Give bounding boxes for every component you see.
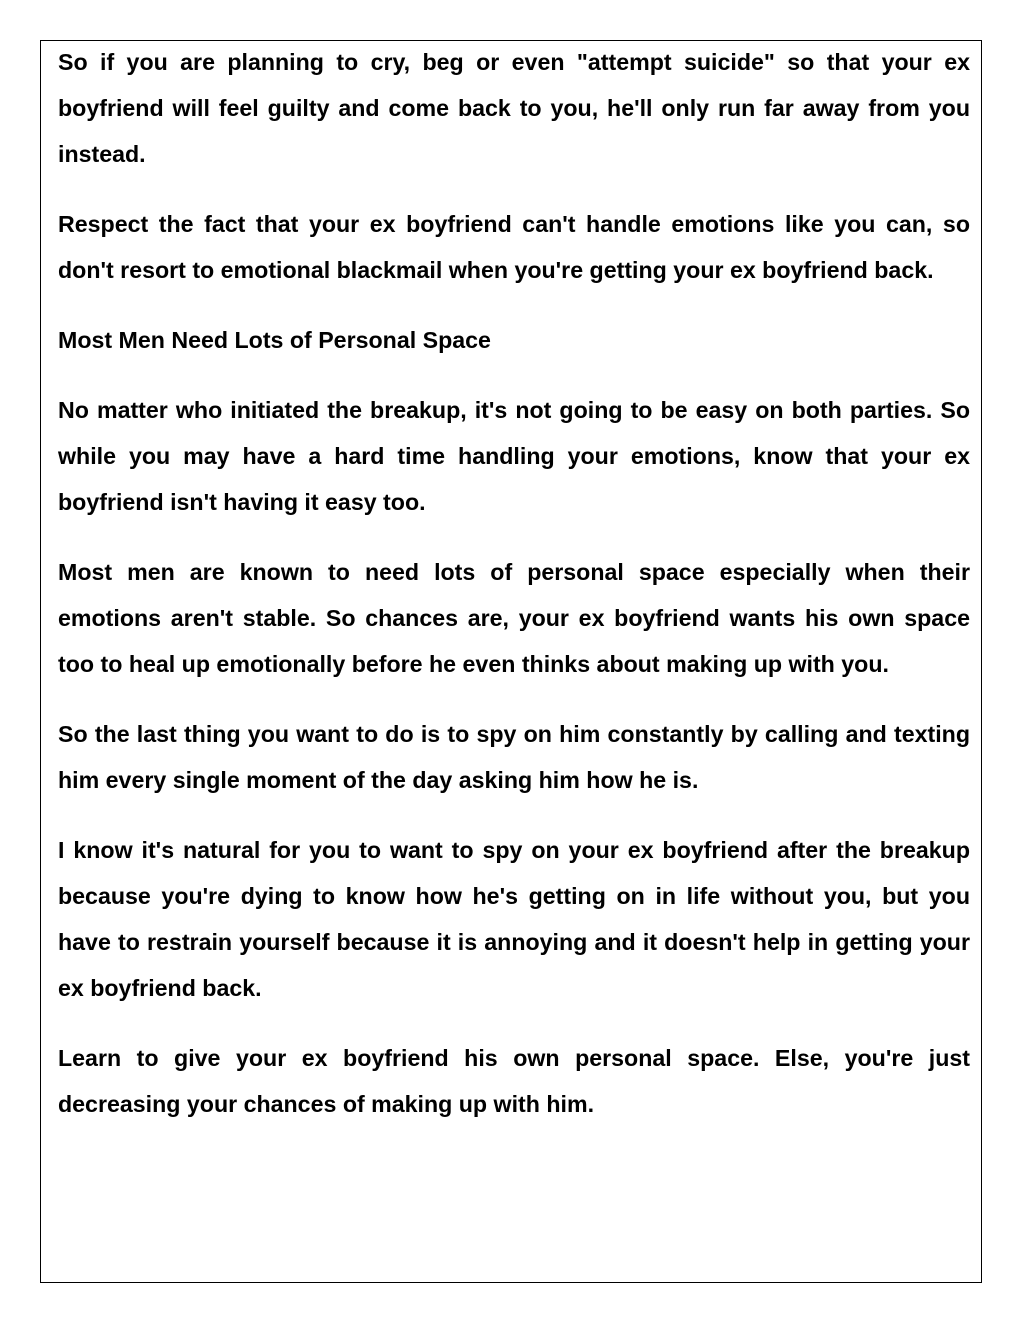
paragraph-guilt-tactics: So if you are planning to cry, beg or even "attempt suicide" so that your ex boyfriend will feel guilty and come back to you, he'll only run far away from you instead. (58, 49, 970, 167)
paragraph-breakup-hard: No matter who initiated the breakup, it's not going to be easy on both parties. So while you may have a hard time handling your emotions, know that your ex boyfriend isn't having it easy too. (58, 397, 970, 515)
document-body (58, 39, 970, 1151)
paragraph-give-space: Learn to give your ex boyfriend his own personal space. Else, you're just decreasing your chances of making up with him. (58, 1045, 970, 1117)
paragraph-dont-spy: So the last thing you want to do is to spy on him constantly by calling and texting him every single moment of the day asking him how he is. (58, 721, 970, 793)
section-heading: Most Men Need Lots of Personal Space (58, 327, 491, 353)
paragraph-restrain-yourself: I know it's natural for you to want to spy on your ex boyfriend after the breakup because you're dying to know how he's getting on in life without you, but you have to restrain yourself because it is annoying and it doesn't help in getting your ex boyfriend back. (58, 837, 970, 1001)
paragraph-emotional-blackmail: Respect the fact that your ex boyfriend can't handle emotions like you can, so don't resort to emotional blackmail when you're getting your ex boyfriend back. (58, 211, 970, 283)
paragraph-personal-space: Most men are known to need lots of personal space especially when their emotions aren't stable. So chances are, your ex boyfriend wants his own space too to heal up emotionally before he even thinks about making up with you. (58, 559, 970, 677)
